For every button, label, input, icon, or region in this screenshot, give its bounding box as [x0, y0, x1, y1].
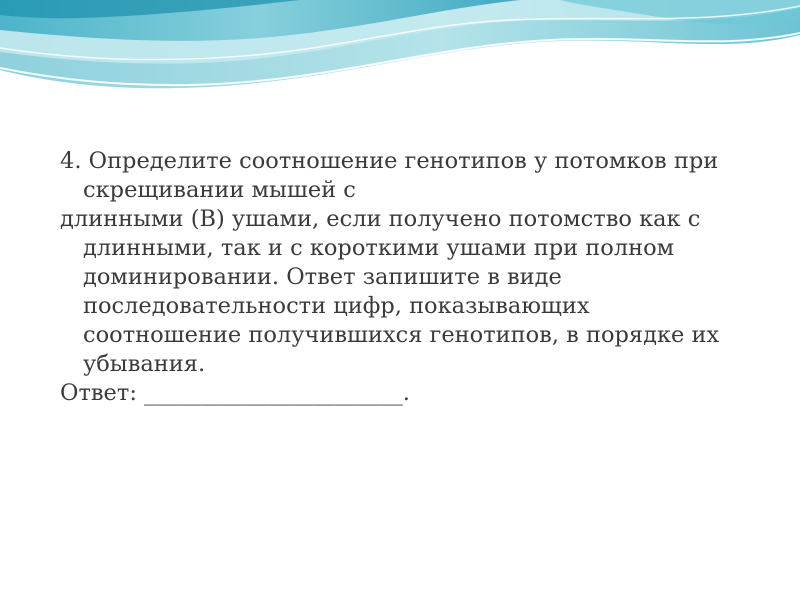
- wave-header-decoration: [0, 0, 800, 110]
- answer-line: Ответ: _______________________.: [60, 380, 410, 406]
- question-text-part2: длинными (В) ушами, если получено потомство как с длинными, так и с короткими ушами при полном доминировании. Ответ запишите в виде последовательности цифр, показывающих соотношение получившихся генотипов, в порядке их убывания.: [60, 206, 720, 377]
- question-block: [60, 147, 750, 408]
- question-text-part1: 4. Определите соотношение генотипов у потомков при скрещивании мышей с: [60, 148, 719, 203]
